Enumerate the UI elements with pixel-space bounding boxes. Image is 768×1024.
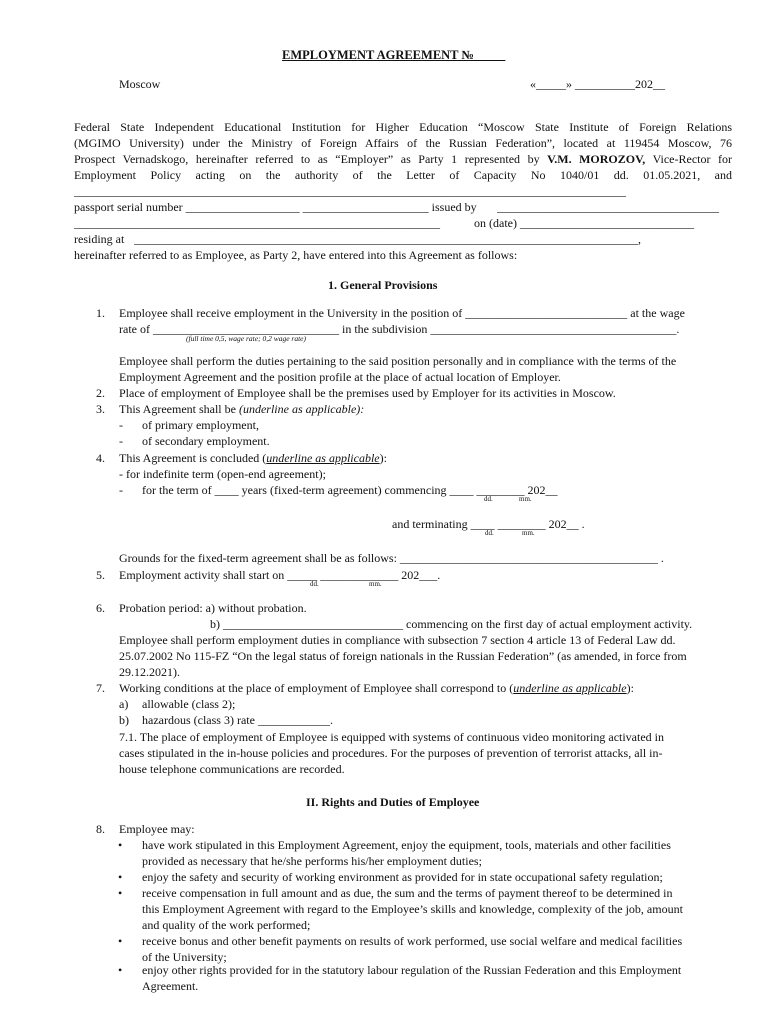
item-6-line-4: 25.07.2002 No 115-FZ “On the legal status of foreign nationals in the Russian Federation” (as amended, in force from: [119, 649, 687, 663]
item-1-number: 1.: [96, 306, 105, 320]
item-1-line-2: rate of _______________________________ in the subdivision _________________________________________.: [119, 322, 680, 336]
item-4b-text: for the term of ____ years (fixed-term agreement) commencing ____ ________ 202__: [142, 483, 558, 497]
item-3b-dash: -: [119, 434, 123, 448]
document-title: EMPLOYMENT AGREEMENT №_____: [282, 48, 506, 62]
item-6-number: 6.: [96, 601, 105, 615]
item-7-1-line-1: 7.1. The place of employment of Employee is equipped with systems of continuous video monitoring activated in: [119, 730, 665, 744]
item-6-line-2: b) ______________________________ commencing on the first day of actual employment activity.: [210, 617, 693, 631]
mm-label-2: mm.: [522, 529, 535, 537]
bullet-4-line-2: of the University;: [142, 950, 227, 964]
residence-blank: ____________________________________________________________________________________,: [134, 232, 641, 246]
item-1-line-3: Employee shall perform the duties pertaining to the said position personally and in compliance with the terms of the: [119, 354, 677, 368]
item-4-number: 4.: [96, 451, 105, 465]
representative-name: V.M. MOROZOV,: [547, 152, 646, 166]
item-2-text: Place of employment of Employee shall be the premises used by Employer for its activities in Moscow.: [119, 386, 616, 400]
intro-line-4: Employment Policy acting on the authority of the Letter of Capacity No 1040/01 dd. 01.05.2021, and: [74, 168, 732, 182]
item-1-line-4: Employment Agreement and the position profile at the place of actual location of Employer.: [119, 370, 561, 384]
item-6-line-3: Employee shall perform employment duties in compliance with subsection 7 section 4 article 13 of Federal Law dd.: [119, 633, 676, 647]
item-7-label: Working conditions at the place of employment of Employee shall correspond to (: [119, 681, 514, 695]
passport-line: passport serial number ___________________ _____________________ issued by: [74, 200, 477, 214]
item-7-end: ):: [626, 681, 634, 695]
item-3a-dash: -: [119, 418, 123, 432]
item-3-label: This Agreement shall be: [119, 402, 236, 416]
item-7b-text: hazardous (class 3) rate ____________.: [142, 713, 333, 727]
bullet-5-line-2: Agreement.: [142, 979, 199, 993]
item-4-text: [119, 450, 387, 466]
mm-label: mm.: [519, 495, 532, 503]
item-7a-text: allowable (class 2);: [142, 697, 236, 711]
bullet-4-line-1: receive bonus and other benefit payments on results of work performed, use social welfare and medical facilities: [142, 934, 683, 948]
item-7a-letter: a): [119, 697, 129, 711]
bullet-1-line-2: provided as necessary that he/she performs his/her employment duties;: [142, 854, 482, 868]
dd-label-3: dd.: [310, 580, 319, 588]
city: Moscow: [119, 77, 161, 91]
item-4-label: This Agreement is concluded (: [119, 451, 267, 465]
item-4a-text: - for indefinite term (open-end agreement);: [119, 467, 326, 481]
item-3-hint: (underline as applicable):: [238, 402, 365, 416]
agreement-date: «_____» __________202__: [530, 77, 665, 91]
item-7-text: [119, 680, 634, 696]
section-1-heading: 1. General Provisions: [328, 278, 438, 292]
bullet-1: •: [118, 838, 123, 852]
intro-line-2: (MGIMO University) under the Ministry of Foreign Affairs of the Russian Federation”, located at 119454 Moscow, 76: [74, 136, 732, 150]
item-7-1-line-2: cases stipulated in the in-house policies and procedures. For the purposes of prevention of terrorist attacks, all in-: [119, 746, 663, 760]
dd-label: dd.: [484, 495, 493, 503]
item-6-line-1: Probation period: a) without probation.: [119, 601, 307, 615]
bullet-3-line-3: and quality of the work performed;: [142, 918, 311, 932]
item-5-text: Employment activity shall start on _____ _____________ 202___.: [119, 568, 441, 582]
item-8-text: Employee may:: [119, 822, 195, 836]
issued-by-blank: _____________________________________: [497, 200, 719, 214]
intro-line-1: Federal State Independent Educational Institution for Higher Education “Moscow State Institute of Foreign Relations: [74, 120, 732, 134]
intro-line-3-end: Vice-Rector for: [652, 152, 733, 166]
residence-label: residing at: [74, 232, 125, 246]
bullet-3-line-1: receive compensation in full amount and as due, the sum and the terms of payment thereof to be determined in: [142, 886, 673, 900]
item-3-text: [119, 401, 364, 417]
intro-line-3-text: Prospect Vernadskogo, hereinafter referred to as “Employer” as Party 1 represented by: [74, 152, 540, 166]
item-4-hint: underline as applicable: [266, 451, 380, 465]
bullet-3: •: [118, 886, 123, 900]
item-7b-letter: b): [119, 713, 129, 727]
item-4d-text: Grounds for the fixed-term agreement shall be as follows: ___________________________________________ .: [119, 551, 664, 565]
bullet-1-line-1: have work stipulated in this Employment Agreement, enjoy the equipment, tools, materials and other facilities: [142, 838, 671, 852]
item-5-number: 5.: [96, 568, 105, 582]
issue-date-line: on (date) _____________________________: [474, 216, 694, 230]
dd-label-2: dd.: [485, 529, 494, 537]
bullet-5-line-1: enjoy other rights provided for in the statutory labour regulation of the Russian Federation and this Employment: [142, 963, 682, 977]
item-8-number: 8.: [96, 822, 105, 836]
item-7-number: 7.: [96, 681, 105, 695]
bullet-2-line-1: enjoy the safety and security of working environment as provided for in state occupational safety regulation;: [142, 870, 663, 884]
issuer-blank: _____________________________________________________________: [74, 216, 440, 230]
bullet-2: •: [118, 870, 123, 884]
item-6-line-5: 29.12.2021).: [119, 665, 180, 679]
item-3b-text: of secondary employment.: [142, 434, 270, 448]
bullet-4: •: [118, 934, 123, 948]
item-4b-dash: -: [119, 483, 123, 497]
bullet-5: •: [118, 963, 123, 977]
item-7-1-line-3: house telephone communications are recorded.: [119, 762, 345, 776]
intro-closing: hereinafter referred to as Employee, as Party 2, have entered into this Agreement as follows:: [74, 248, 518, 262]
intro-line-3: [74, 151, 732, 167]
section-2-heading: II. Rights and Duties of Employee: [306, 795, 480, 809]
item-3a-text: of primary employment,: [142, 418, 259, 432]
bullet-3-line-2: this Employment Agreement with regard to the Employee’s skills and knowledge, complexity of the job, amount: [142, 902, 683, 916]
item-4c-text: and terminating ____ ________ 202__ .: [392, 517, 585, 531]
item-1-line-1: Employee shall receive employment in the University in the position of ___________________________ at the wage: [119, 306, 685, 320]
wage-rate-hint: (full time 0,5, wage rate; 0,2 wage rate): [186, 334, 306, 343]
item-7-hint: underline as applicable: [513, 681, 627, 695]
item-4-end: ):: [379, 451, 387, 465]
mm-label-3: mm.: [369, 580, 382, 588]
item-3-number: 3.: [96, 402, 105, 416]
item-2-number: 2.: [96, 386, 105, 400]
employee-name-blank: ____________________________________________________________________________________________: [74, 184, 626, 198]
